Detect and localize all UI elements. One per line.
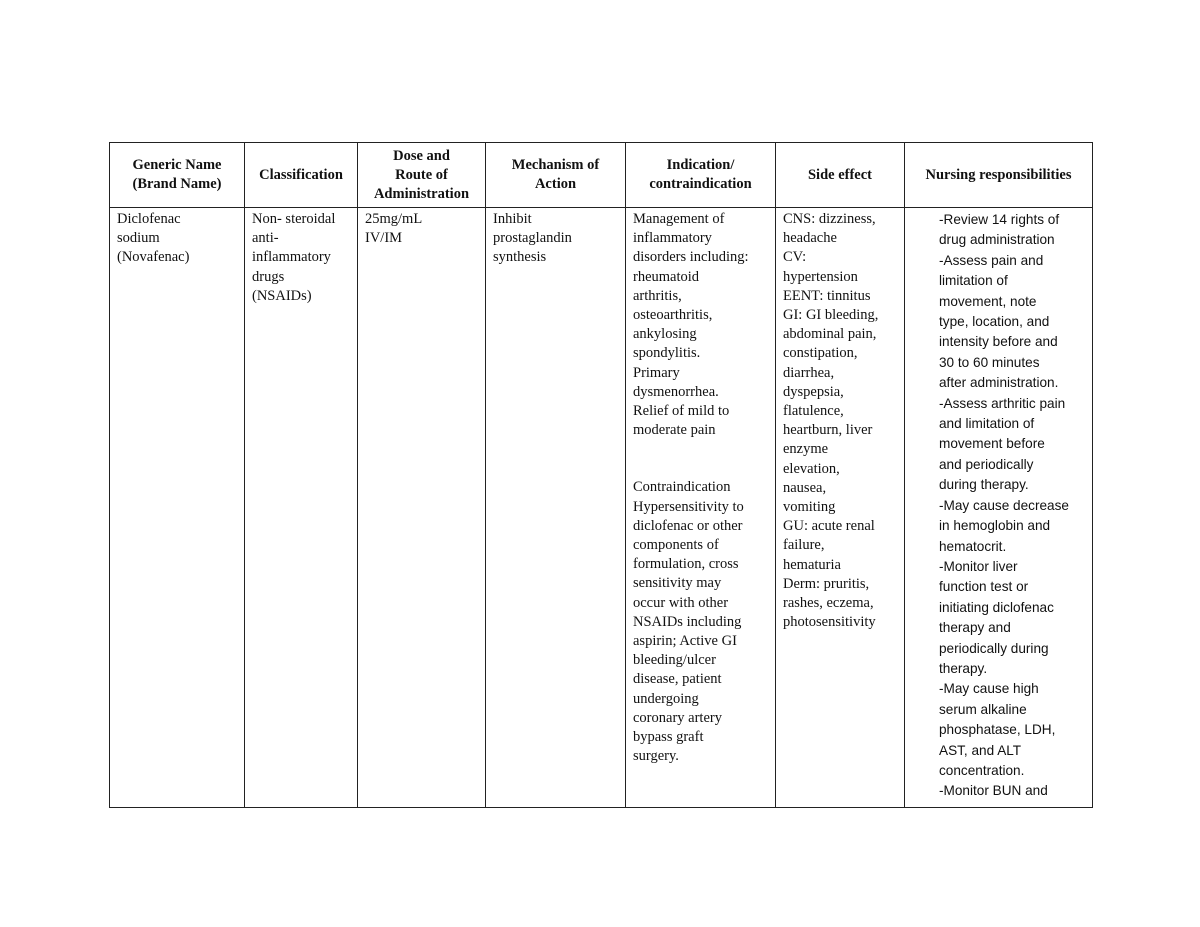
cell-nursing-responsibilities: -Review 14 rights of drug administration -Assess pain and limitation of movement, note type, location, and intensity before and 30 to 60 minutes after administration. -Assess arthritic pain and limitation of movement before and periodically during therapy. -May cause decrease in hemoglobin and hematocrit. -Monitor liver function test or initiating diclofenac therapy and periodically during therapy. -May cause high serum alkaline phosphatase, LDH, AST, and ALT concentration. -Monitor BUN and	[905, 208, 1093, 808]
spacer	[633, 440, 768, 478]
header-nursing: Nursing responsibilities	[905, 143, 1093, 208]
header-mechanism: Mechanism of Action	[486, 143, 626, 208]
cell-dose-route: 25mg/mL IV/IM	[358, 208, 486, 808]
cell-classification: Non- steroidal anti- inflammatory drugs (NSAIDs)	[245, 208, 358, 808]
header-dose-route: Dose and Route of Administration	[358, 143, 486, 208]
table-header-row	[110, 143, 1093, 208]
cell-mechanism: Inhibit prostaglandin synthesis	[486, 208, 626, 808]
contraindication-text: Contraindication Hypersensitivity to diclofenac or other components of formulation, cross sensitivity may occur with other NSAIDs including aspirin; Active GI bleeding/ulcer disease, patient undergoing coronary artery bypass graft surgery.	[633, 479, 744, 765]
header-indication: Indication/ contraindication	[626, 143, 776, 208]
header-side-effect: Side effect	[776, 143, 905, 208]
cell-side-effect: CNS: dizziness, headache CV: hypertension EENT: tinnitus GI: GI bleeding, abdominal pain, constipation, diarrhea, dyspepsia, flatulence, heartburn, liver enzyme elevation, nausea, vomiting GU: acute renal failure, hematuria Derm: pruritis, rashes, eczema, photosensitivity	[776, 208, 905, 808]
header-classification: Classification	[245, 143, 358, 208]
drug-study-table	[109, 142, 1093, 808]
header-generic-name: Generic Name (Brand Name)	[110, 143, 245, 208]
cell-generic-name: Diclofenac sodium (Novafenac)	[110, 208, 245, 808]
cell-indication	[626, 208, 776, 808]
table-row	[110, 208, 1093, 808]
indication-text: Management of inflammatory disorders including: rheumatoid arthritis, osteoarthritis, ankylosing spondylitis. Primary dysmenorrhea. Relief of mild to moderate pain	[633, 211, 749, 439]
